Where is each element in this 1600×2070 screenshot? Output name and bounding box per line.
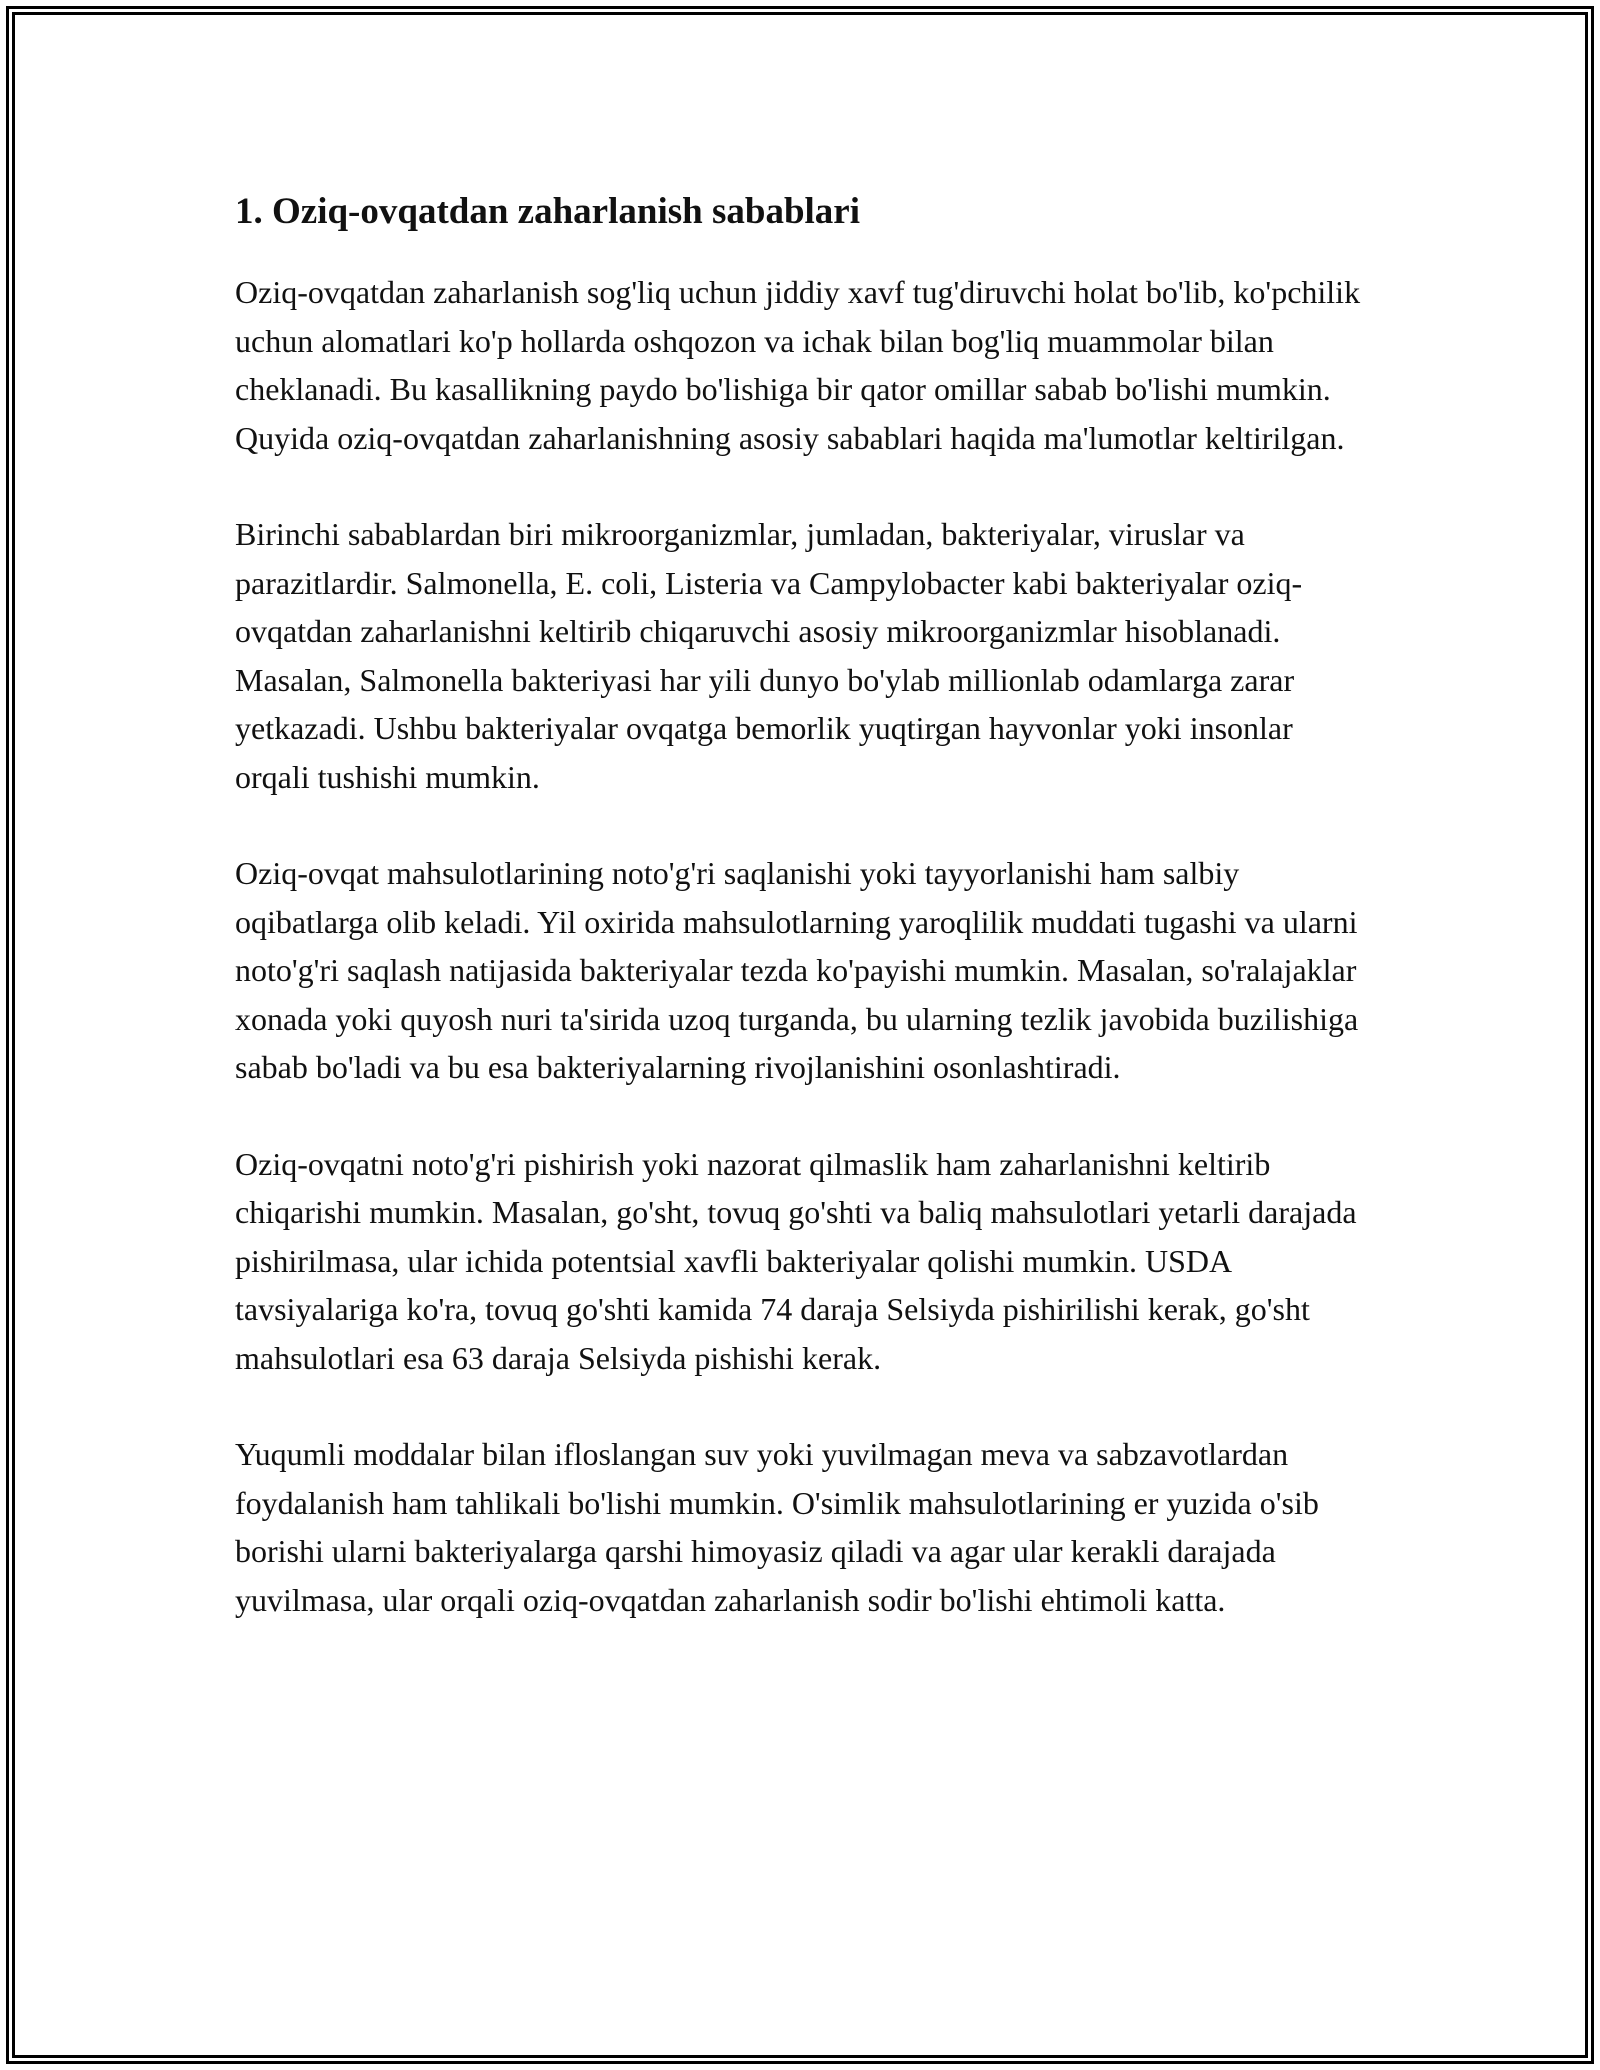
paragraph-2: Birinchi sabablardan biri mikroorganizmlar, jumladan, bakteriyalar, viruslar va parazitlardir. Salmonella, E. coli, Listeria va Campylobacter kabi bakteriyalar oziq-ovqatdan zaharlanishni keltirib chiqaruvchi asosiy mikroorganizmlar hisoblanadi. Masalan, Salmonella bakteriyasi har yili dunyo bo'ylab millionlab odamlarga zarar yetkazadi. Ushbu bakteriyalar ovqatga bemorlik yuqtirgan hayvonlar yoki insonlar orqali tushishi mumkin. [235, 516, 1303, 795]
paragraph-1: Oziq-ovqatdan zaharlanish sog'liq uchun jiddiy xavf tug'diruvchi holat bo'lib, ko'pchilik uchun alomatlari ko'p hollarda oshqozon va ichak bilan bog'liq muammolar bilan cheklanadi. Bu kasallikning paydo bo'lishiga bir qator omillar sabab bo'lishi mumkin. Quyida oziq-ovqatdan zaharlanishning asosiy sabablari haqida ma'lumotlar keltirilgan. [235, 274, 1361, 456]
section-heading: 1. Oziq-ovqatdan zaharlanish sabablari [235, 191, 861, 232]
paragraph-3: Oziq-ovqat mahsulotlarining noto'g'ri saqlanishi yoki tayyorlanishi ham salbiy oqibatlarga olib keladi. Yil oxirida mahsulotlarning yaroqlilik muddati tugashi va ularni noto'g'ri saqlash natijasida bakteriyalar tezda ko'payishi mumkin. Masalan, so'ralajaklar xonada yoki quyosh nuri ta'sirida uzoq turganda, bu ularning tezlik javobida buzilishiga sabab bo'ladi va bu esa bakteriyalarning rivojlanishini osonlashtiradi. [235, 855, 1359, 1085]
paragraph-5: Yuqumli moddalar bilan ifloslangan suv yoki yuvilmagan meva va sabzavotlardan foydalanish ham tahlikali bo'lishi mumkin. O'simlik mahsulotlarining er yuzida o'sib borishi ularni bakteriyalarga qarshi himoyasiz qiladi va agar ular kerakli darajada yuvilmasa, ular orqali oziq-ovqatdan zaharlanish sodir bo'lishi ehtimoli katta. [235, 1436, 1319, 1618]
paragraph-4: Oziq-ovqatni noto'g'ri pishirish yoki nazorat qilmaslik ham zaharlanishni keltirib chiqarishi mumkin. Masalan, go'sht, tovuq go'shti va baliq mahsulotlari yetarli darajada pishirilmasa, ular ichida potentsial xavfli bakteriyalar qolishi mumkin. USDA tavsiyalariga ko'ra, tovuq go'shti kamida 74 daraja Selsiyda pishirilishi kerak, go'sht mahsulotlari esa 63 daraja Selsiyda pishishi kerak. [235, 1145, 1357, 1376]
document-body [235, 186, 1365, 1672]
